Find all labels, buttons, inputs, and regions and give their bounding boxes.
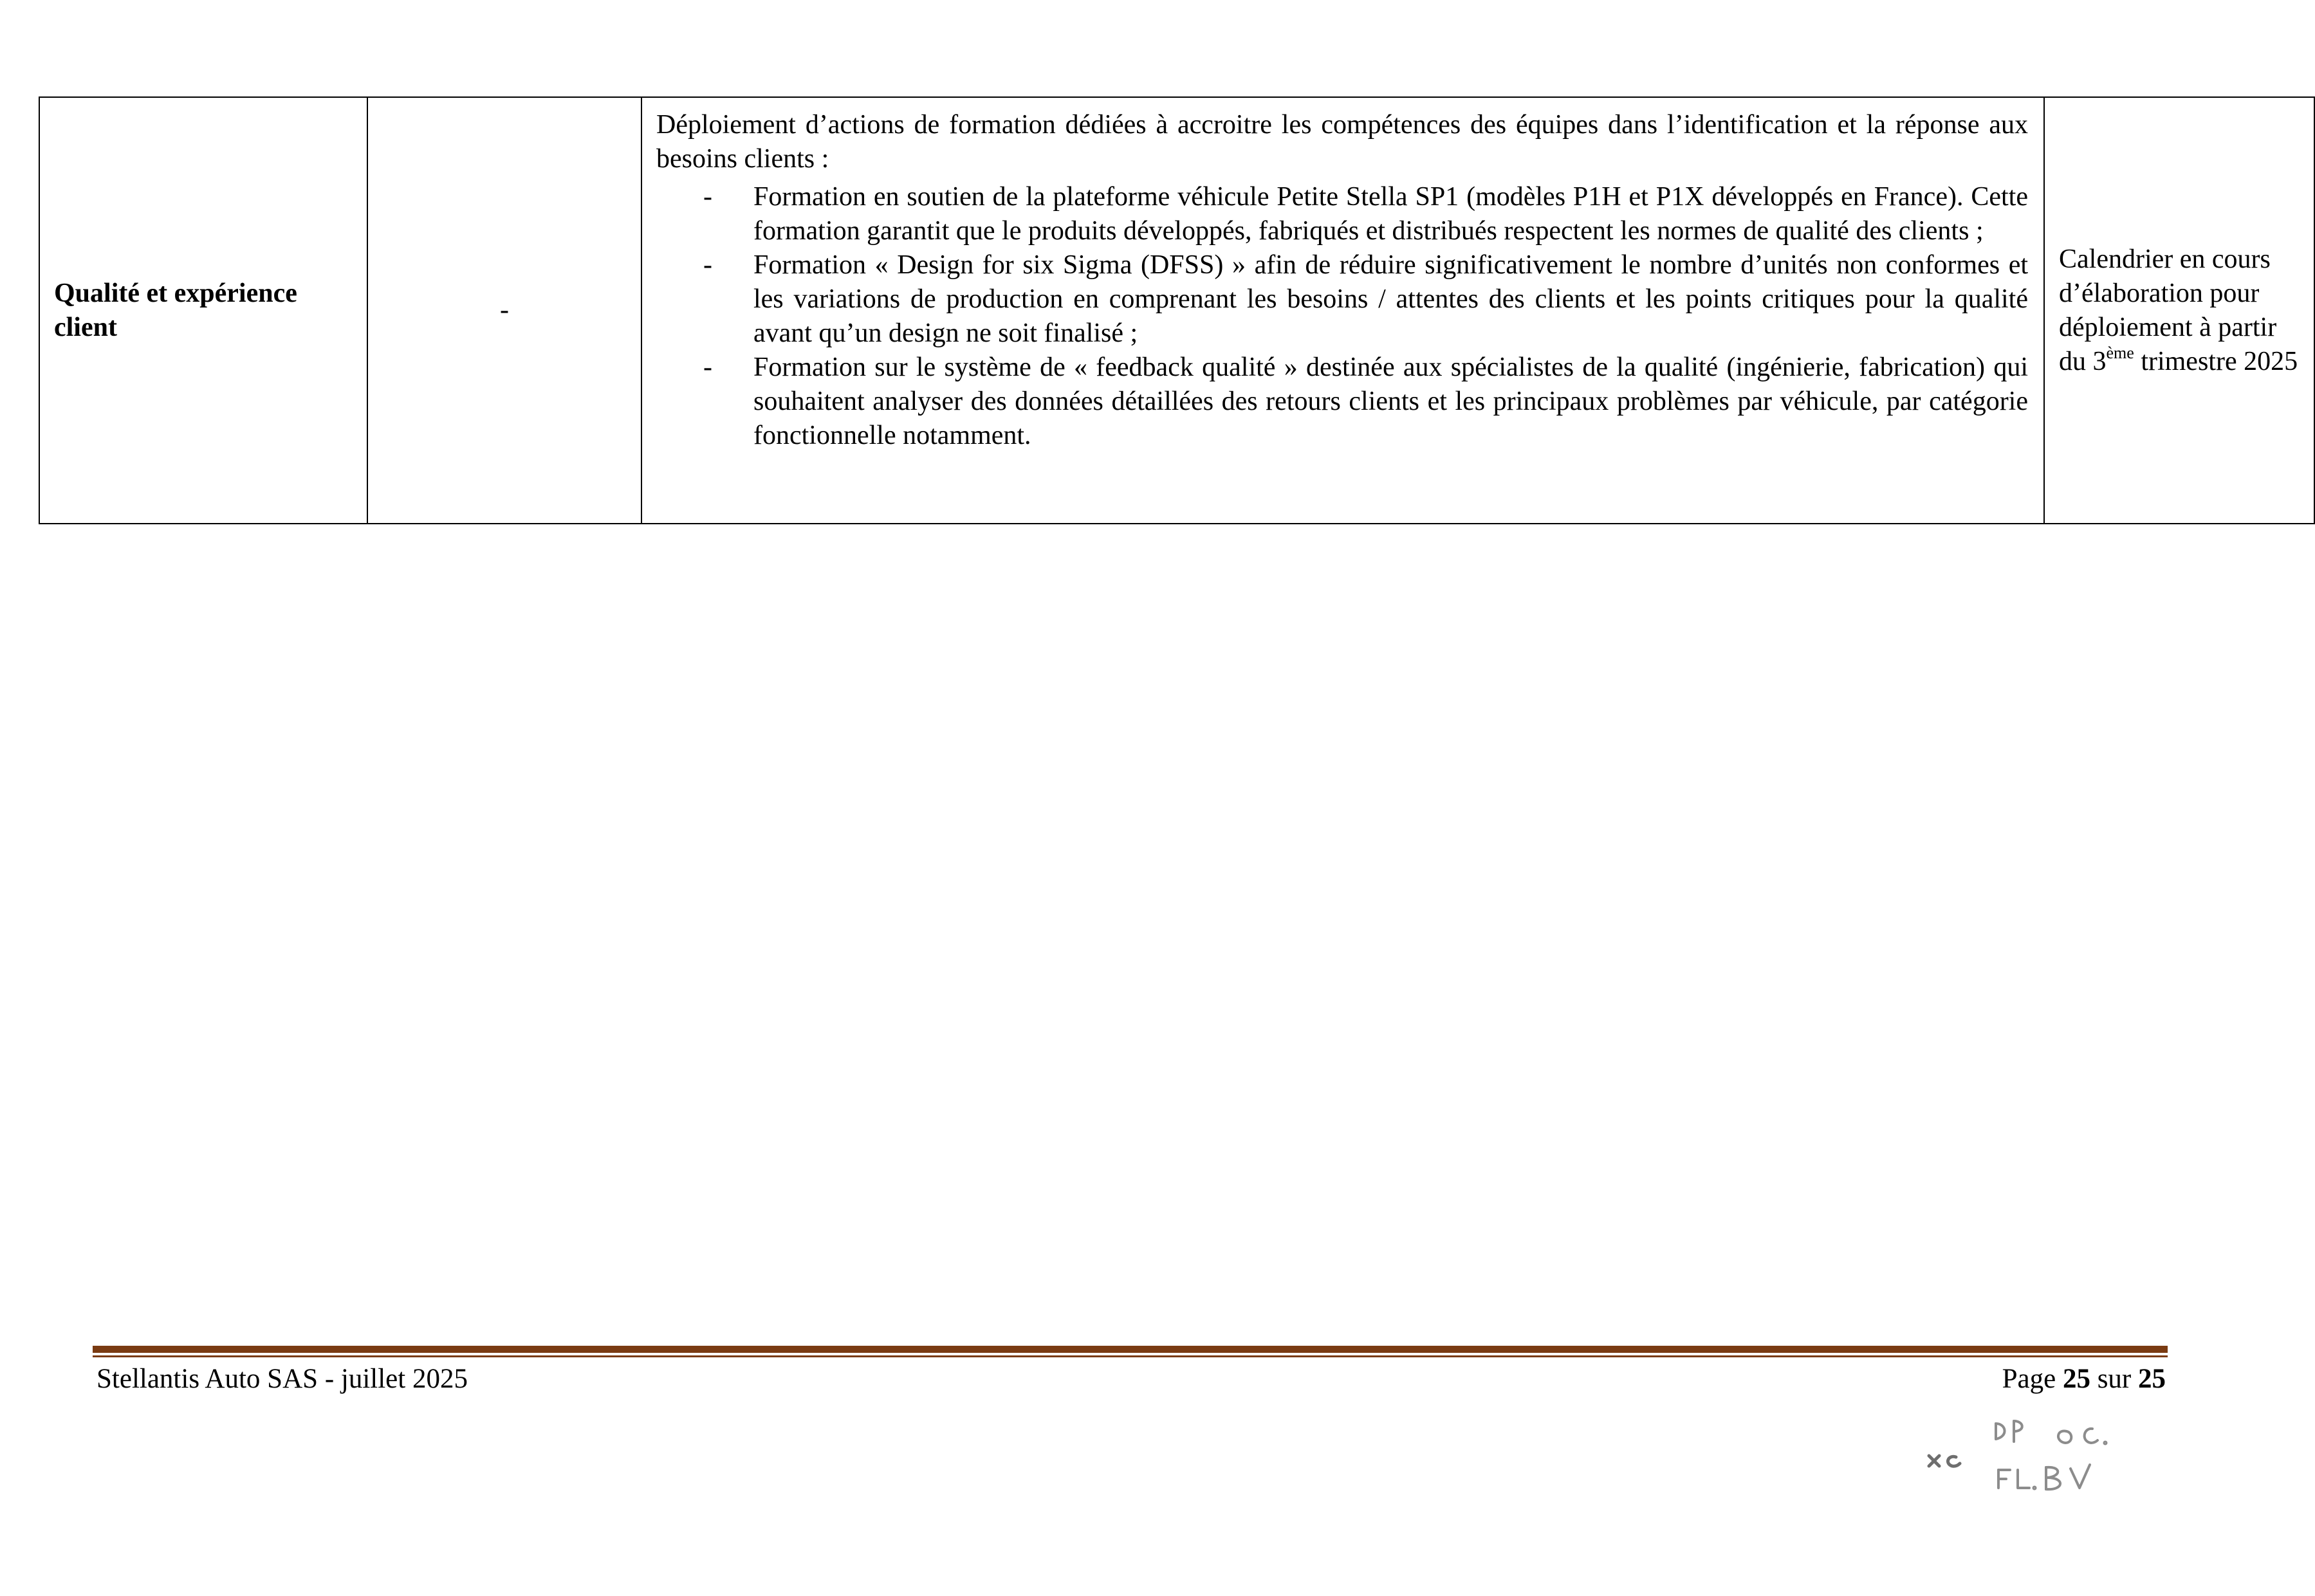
- footer-company-date: Stellantis Auto SAS - juillet 2025: [97, 1364, 468, 1394]
- page-total: 25: [2138, 1364, 2166, 1394]
- footer-divider-thin: [93, 1355, 2168, 1357]
- schedule-cell: [2044, 97, 2314, 524]
- list-item: [656, 248, 2028, 351]
- description-list: [656, 180, 2028, 453]
- schedule-superscript: ème: [2106, 343, 2134, 362]
- footer-divider: [93, 1346, 2168, 1353]
- schedule-text-end: trimestre 2025: [2134, 346, 2298, 376]
- list-item-text: Formation en soutien de la plateforme véhicule Petite Stella SP1 (modèles P1H et P1X développés en France). Cette formation garantit que le produits développés, fabriqués et distribués respectent les normes de qualité des clients ;: [753, 182, 2028, 246]
- theme-label: Qualité et expérience client: [54, 278, 297, 342]
- list-bullet: -: [703, 250, 712, 280]
- handwritten-initials-signature: [1924, 1406, 2155, 1496]
- page-word: Page: [2002, 1364, 2056, 1394]
- table-row: [39, 97, 2314, 524]
- action-plan-table: [39, 96, 2315, 524]
- list-item: [656, 180, 2028, 248]
- schedule-text: [2059, 243, 2301, 379]
- list-item-text: Formation sur le système de « feedback qualité » destinée aux spécialistes de la qualité (ingénierie, fabrication) qui souhaitent analyser des données détaillées des retours clients et les principaux problèmes par véhicule, par catégorie fonctionnelle notamment.: [753, 353, 2028, 450]
- page-of: sur: [2097, 1364, 2132, 1394]
- indicator-cell: [367, 97, 641, 524]
- list-item: [656, 351, 2028, 453]
- theme-cell: [39, 97, 367, 524]
- indicator-value: -: [500, 295, 509, 325]
- description-cell: [641, 97, 2044, 524]
- list-bullet: -: [703, 182, 712, 212]
- footer-page-number: [2002, 1361, 2166, 1397]
- schedule-text-main: Calendrier en cours d’élaboration pour déploiement à partir du 3: [2059, 244, 2277, 376]
- list-item-text: Formation « Design for six Sigma (DFSS) » afin de réduire significativement le nombre d’unités non conformes et les variations de production en comprenant les besoins / attentes des clients et les points critiques pour la qualité avant qu’un design ne soit finalisé ;: [753, 250, 2028, 348]
- list-bullet: -: [703, 353, 712, 382]
- page-current: 25: [2062, 1364, 2090, 1394]
- description-intro: Déploiement d’actions de formation dédiées à accroitre les compétences des équipes dans l’identification et la réponse aux besoins clients :: [656, 110, 2028, 174]
